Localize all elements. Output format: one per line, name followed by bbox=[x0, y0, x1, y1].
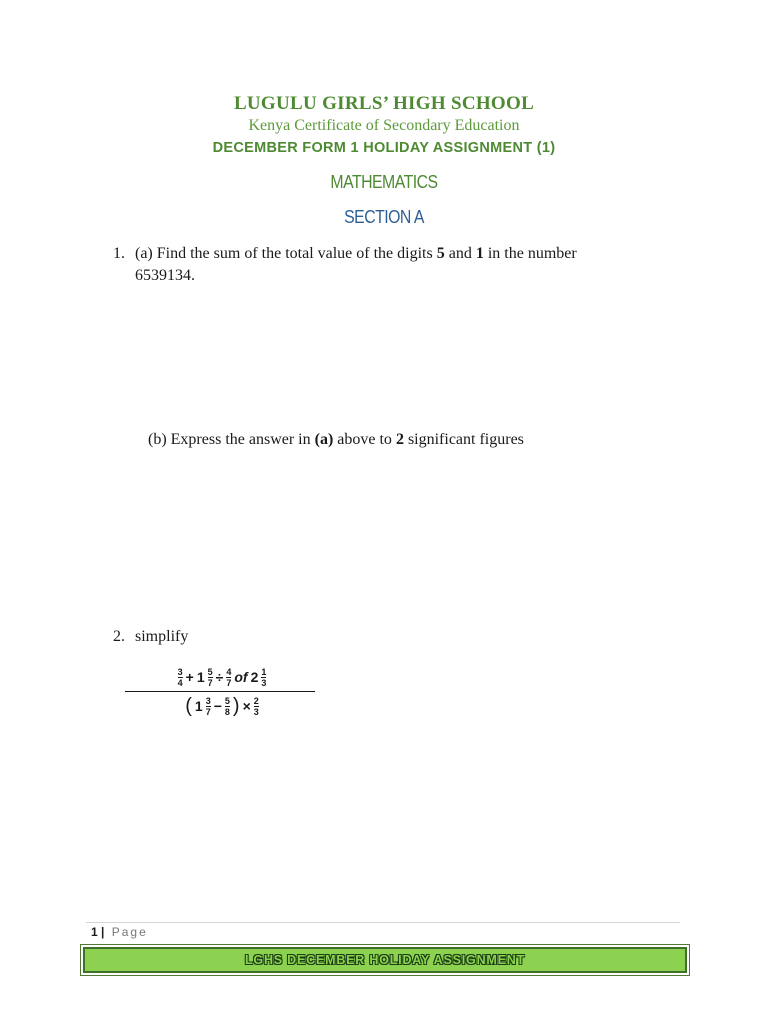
footer-banner bbox=[80, 944, 690, 976]
page-number bbox=[91, 925, 148, 939]
frac-denominator: 7 bbox=[226, 677, 232, 688]
subject-title: MATHEMATICS bbox=[330, 172, 438, 192]
fraction bbox=[225, 696, 230, 717]
frac-numerator: 4 bbox=[226, 666, 232, 677]
whole-number: 1 bbox=[196, 669, 205, 685]
question-1a bbox=[113, 243, 673, 287]
plus-sign: + bbox=[185, 669, 194, 685]
minus-sign: − bbox=[213, 698, 222, 714]
times-sign: × bbox=[242, 698, 251, 714]
frac-denominator: 3 bbox=[261, 677, 267, 688]
fraction bbox=[254, 696, 259, 717]
frac-numerator: 5 bbox=[207, 666, 213, 677]
formula-denominator bbox=[122, 693, 322, 719]
assignment-title: DECEMBER FORM 1 HOLIDAY ASSIGNMENT (1) bbox=[212, 140, 556, 156]
question-1b bbox=[148, 429, 668, 451]
formula-numerator bbox=[122, 664, 322, 690]
question-number: 2. bbox=[113, 628, 125, 645]
footer-divider bbox=[86, 922, 680, 923]
question-text: above to bbox=[333, 431, 396, 448]
of-word: of bbox=[234, 669, 248, 685]
page-separator: | bbox=[101, 925, 105, 939]
frac-denominator: 8 bbox=[224, 706, 230, 717]
footer-banner-text: LGHS DECEMBER HOLIDAY ASSIGNMENT bbox=[244, 953, 526, 967]
fraction bbox=[226, 667, 231, 688]
question-text: in the number bbox=[483, 245, 577, 262]
exam-subtitle: Kenya Certificate of Secondary Education bbox=[248, 117, 520, 134]
school-name: LUGULU GIRLS’ HIGH SCHOOL bbox=[233, 93, 535, 114]
footer-banner-fill bbox=[83, 947, 687, 973]
frac-numerator: 5 bbox=[224, 695, 230, 706]
digit-one: 1 bbox=[475, 245, 484, 262]
fraction-expression bbox=[122, 664, 322, 724]
question-text: (b) Express the answer in bbox=[148, 431, 315, 448]
frac-denominator: 7 bbox=[207, 677, 213, 688]
section-title: SECTION A bbox=[344, 207, 424, 227]
question-2 bbox=[113, 626, 413, 648]
whole-number: 1 bbox=[194, 698, 203, 714]
frac-numerator: 3 bbox=[205, 695, 211, 706]
left-paren: ( bbox=[185, 694, 192, 717]
page-number-value: 1 bbox=[91, 925, 98, 939]
divide-sign: ÷ bbox=[215, 669, 224, 685]
fraction bbox=[178, 667, 183, 688]
frac-numerator: 2 bbox=[253, 695, 259, 706]
fraction bbox=[208, 667, 213, 688]
digit-five: 5 bbox=[436, 245, 445, 262]
page-label: Page bbox=[111, 925, 148, 939]
frac-numerator: 3 bbox=[177, 666, 183, 677]
frac-denominator: 7 bbox=[205, 706, 211, 717]
fraction bbox=[261, 667, 266, 688]
frac-numerator: 1 bbox=[261, 666, 267, 677]
right-paren: ) bbox=[232, 694, 240, 717]
frac-denominator: 3 bbox=[253, 706, 259, 717]
question-number: 1. bbox=[113, 245, 125, 262]
question-text: and bbox=[444, 245, 476, 262]
question-text: simplify bbox=[135, 628, 189, 645]
number-value: 6539134. bbox=[135, 267, 195, 284]
frac-denominator: 4 bbox=[177, 677, 183, 688]
part-reference: (a) bbox=[314, 431, 334, 448]
sig-figs: 2 bbox=[395, 431, 404, 448]
question-text: (a) Find the sum of the total value of the digits bbox=[135, 245, 437, 262]
main-fraction-bar bbox=[125, 691, 315, 692]
fraction bbox=[206, 696, 211, 717]
question-text: significant figures bbox=[403, 431, 524, 448]
whole-number: 2 bbox=[250, 669, 259, 685]
